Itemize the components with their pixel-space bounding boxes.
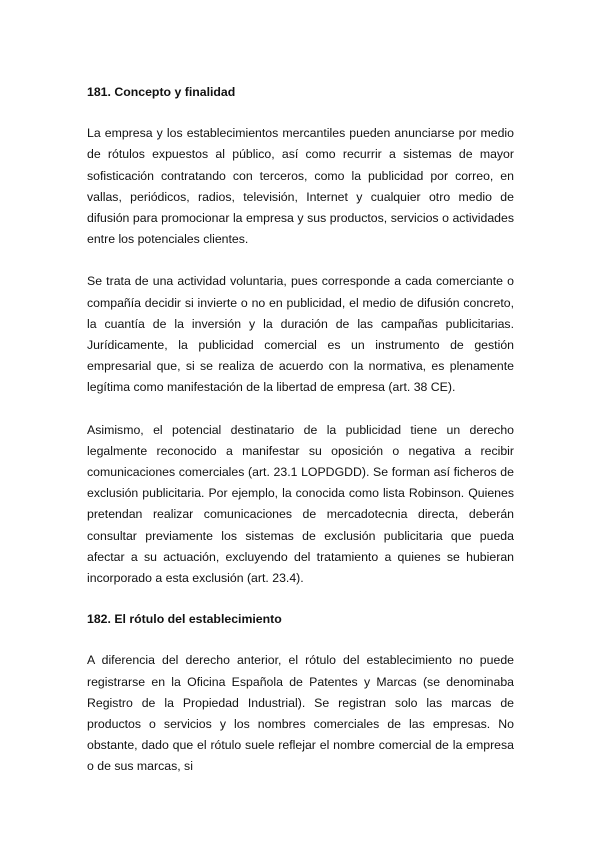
paragraph-181-1: La empresa y los establecimientos mercantiles pueden anunciarse por medio de rótulos expuestos al público, así como recurrir a sistemas de mayor sofisticación contratando con terceros, como la publicidad por correo, en vallas, periódicos, radios, televisión, Internet y cualquier otro medio de difusión para promocionar la empresa y sus productos, servicios o actividades entre los potenciales clientes. [87, 126, 514, 247]
section-heading-181: 181. Concepto y finalidad [87, 85, 236, 99]
paragraph-182-1: A diferencia del derecho anterior, el rótulo del establecimiento no puede registrarse en la Oficina Española de Patentes y Marcas (se denominaba Registro de la Propiedad Industrial). Se registran solo las marcas de productos o servicios y los nombres comerciales de las empresas. No obstante, dado que el rótulo suele reflejar el nombre comercial de la empresa o de sus marcas, si [87, 653, 514, 774]
paragraph-181-2: Se trata de una actividad voluntaria, pues corresponde a cada comerciante o compañía decidir si invierte o no en publicidad, el medio de difusión concreto, la cuantía de la inversión y la duración de las campañas publicitarias. Jurídicamente, la publicidad comercial es un instrumento de gestión empresarial que, si se realiza de acuerdo con la normativa, es plenamente legítima como manifestación de la libertad de empresa (art. 38 CE). [87, 274, 514, 395]
paragraph-181-3: Asimismo, el potencial destinatario de la publicidad tiene un derecho legalmente reconocido a manifestar su oposición o negativa a recibir comunicaciones comerciales (art. 23.1 LOPDGDD). Se forman así ficheros de exclusión publicitaria. Por ejemplo, la conocida como lista Robinson. Quienes pretendan realizar comunicaciones de mercadotecnia directa, deberán consultar previamente los sistemas de exclusión publicitaria que pueda afectar a su actuación, excluyendo del tratamiento a quienes se hubieran incorporado a esta exclusión (art. 23.4). [87, 422, 514, 586]
section-heading-182: 182. El rótulo del establecimiento [87, 612, 282, 627]
page-content [87, 82, 514, 778]
